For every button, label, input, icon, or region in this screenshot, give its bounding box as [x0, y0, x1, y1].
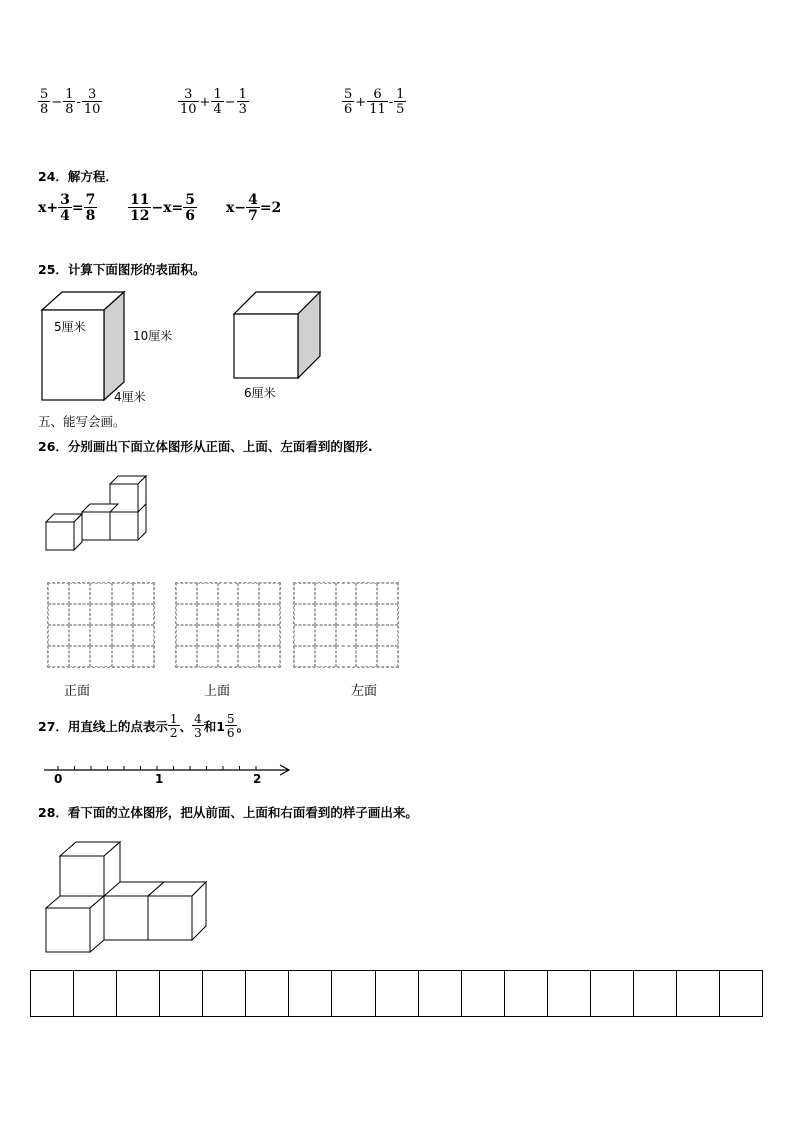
top-view-label: 上面 [204, 684, 231, 699]
left-view-grid[interactable] [293, 582, 399, 668]
tick-label-1: 1 [155, 772, 164, 786]
front-view-grid[interactable] [47, 582, 155, 668]
fraction: $\frac{5}{6}$ [226, 712, 235, 740]
question-27-title: 27．用直线上的点表示 $\frac{1}{2}$ 、 $\frac{4}{3}$ 和 1 $\frac{5}{6}$ 。 [38, 712, 250, 740]
q28-cube-figure [44, 840, 208, 956]
cuboid-width-label: 5厘米 [54, 320, 86, 334]
fraction: $\frac{1}{8}$ [65, 87, 74, 117]
operator: + [355, 94, 367, 110]
left-view-label: 左面 [351, 684, 378, 699]
fraction: $\frac{4}{3}$ [194, 712, 202, 740]
expression-1 [38, 88, 102, 116]
expression-3 [342, 88, 406, 116]
tick-label-0: 0 [54, 772, 63, 786]
operator: - [76, 94, 81, 110]
fraction: $\frac{3}{4}$ [60, 192, 70, 224]
fraction: $\frac{7}{8}$ [85, 192, 96, 224]
fraction: $\frac{5}{6}$ [185, 192, 196, 224]
fraction: $\frac{1}{2}$ [169, 712, 178, 740]
fraction: $\frac{4}{7}$ [248, 192, 258, 224]
fraction: $\frac{5}{8}$ [40, 87, 49, 117]
fraction: $\frac{5}{6}$ [344, 87, 353, 117]
section-5-title: 五、能写会画。 [38, 414, 126, 429]
cube-edge-label: 6厘米 [244, 386, 276, 400]
cuboid-height-label: 10厘米 [133, 329, 173, 343]
question-28-title: 28．看下面的立体图形，把从前面、上面和右面看到的样子画出来。 [38, 805, 418, 820]
operator: − [51, 94, 63, 110]
fraction: $\frac{6}{11}$ [369, 87, 386, 117]
operator: - [388, 94, 394, 110]
cube-figure [232, 290, 322, 380]
fraction: $\frac{11}{12}$ [130, 192, 150, 224]
operator: + [199, 94, 211, 110]
expression-2 [178, 88, 249, 116]
fraction: $\frac{3}{10}$ [180, 87, 197, 117]
front-view-label: 正面 [64, 684, 91, 699]
fraction: $\frac{1}{5}$ [396, 87, 405, 117]
fraction: $\frac{1}{3}$ [238, 87, 247, 117]
cuboid-figure [38, 290, 138, 402]
top-view-grid[interactable] [175, 582, 281, 668]
question-25-title: 25．计算下面图形的表面积。 [38, 262, 206, 277]
q26-cube-figure [42, 474, 150, 552]
cuboid-depth-label: 4厘米 [114, 390, 146, 404]
tick-label-2: 2 [253, 772, 262, 786]
equation-2: $\frac{11}{12}$ −x= $\frac{5}{6}$ [130, 192, 196, 224]
equation-3: x− $\frac{4}{7}$ =2 [226, 192, 282, 224]
fraction: $\frac{3}{10}$ [83, 87, 101, 117]
operator: − [224, 94, 236, 110]
question-26-title: 26．分别画出下面立体图形从正面、上面、左面看到的图形. [38, 439, 373, 454]
fraction: $\frac{1}{4}$ [213, 87, 222, 117]
equation-1: x+ $\frac{3}{4}$ = $\frac{7}{8}$ [38, 192, 96, 224]
question-24-title: 24．解方程． [38, 169, 118, 184]
answer-grid-row[interactable] [30, 970, 763, 1017]
